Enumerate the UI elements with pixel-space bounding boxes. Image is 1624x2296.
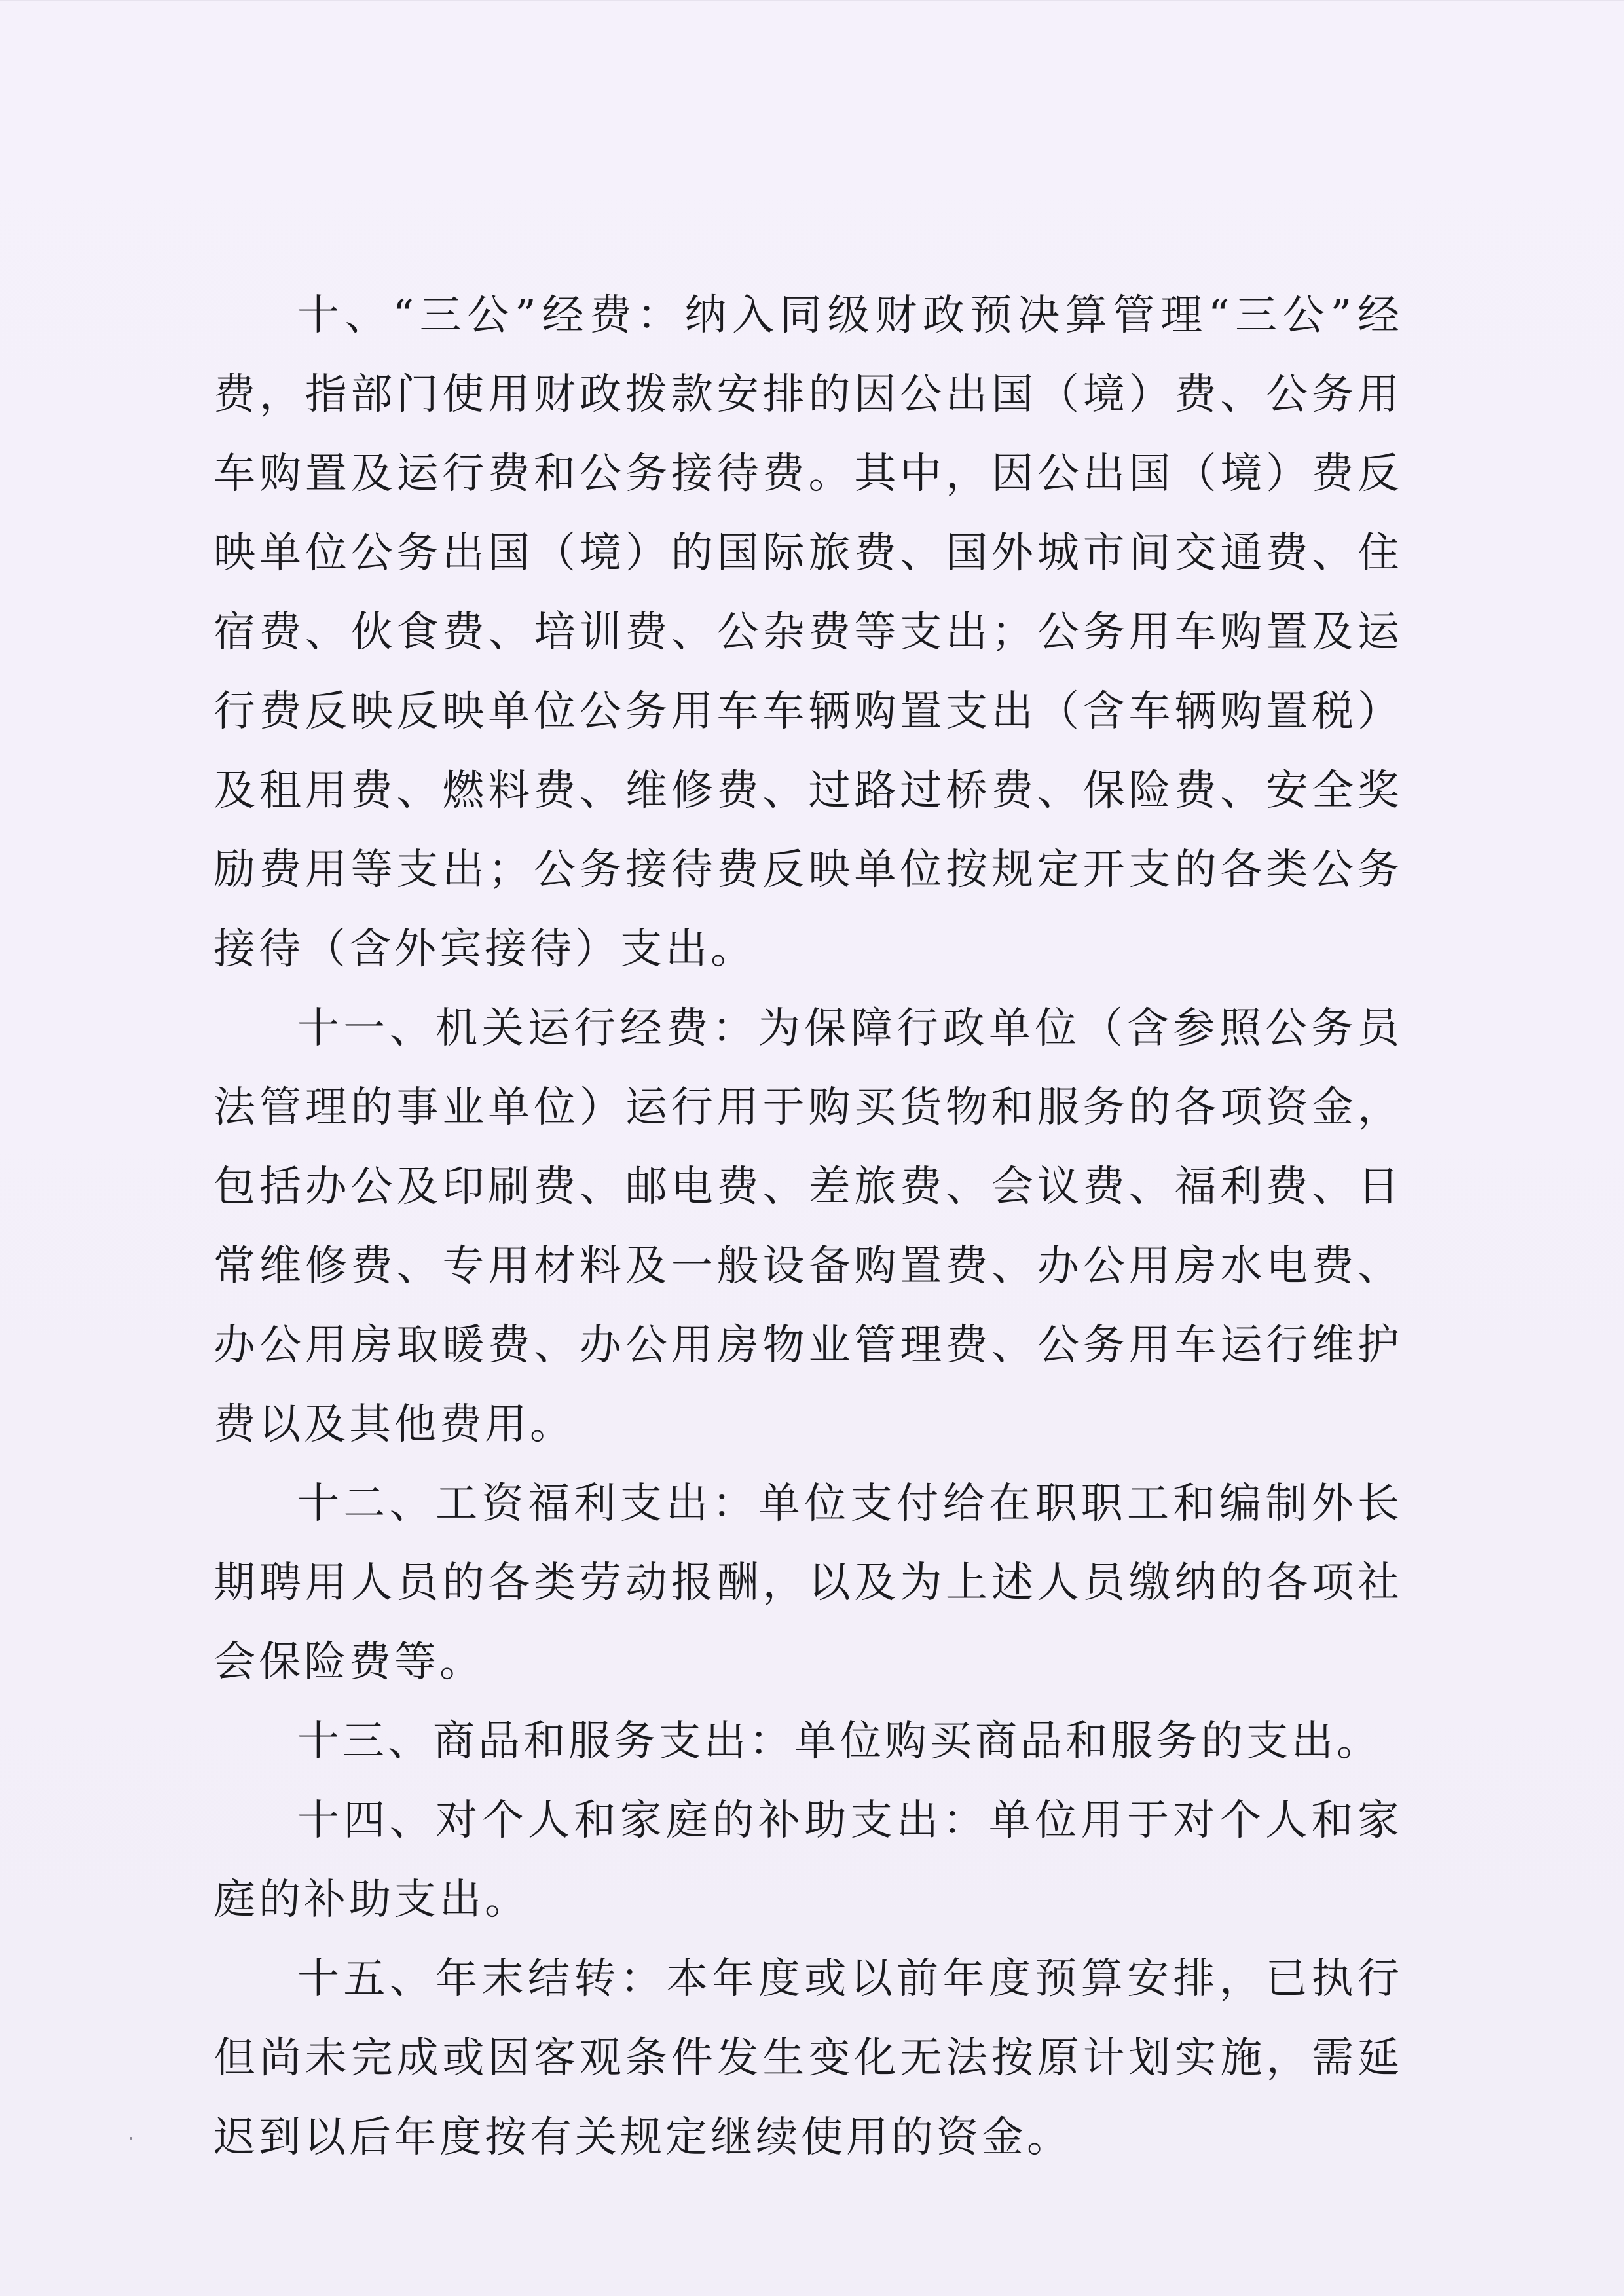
paragraph-san-gong-expenses: 十、“三公”经费：纳入同级财政预决算管理“三公”经费，指部门使用财政拨款安排的因公出国（境）费、公务用车购置及运行费和公务接待费。其中，因公出国（境）费反映单位公务出国（境）的国际旅费、国外城市间交通费、住宿费、伙食费、培训费、公杂费等支出；公务用车购置及运行费反映反映单位公务用车车辆购置支出（含车辆购置税）及租用费、燃料费、维修费、过路过桥费、保险费、安全奖励费用等支出；公务接待费反映单位按规定开支的各类公务接待（含外宾接待）支出。 xyxy=(213,291,1403,974)
paragraph-agency-operating-expenses: 十一、机关运行经费：为保障行政单位（含参照公务员法管理的事业单位）运行用于购买货物和服务的各项资金，包括办公及印刷费、邮电费、差旅费、会议费、福利费、日常维修费、专用材料及一般设备购置费、办公用房水电费、办公用房取暖费、办公用房物业管理费、公务用车运行维护费以及其他费用。 xyxy=(213,1004,1403,1449)
paragraph-salary-welfare-expenditure: 十二、工资福利支出：单位支付给在职职工和编制外长期聘用人员的各类劳动报酬，以及为上述人员缴纳的各项社会保险费等。 xyxy=(213,1480,1403,1686)
paragraph-goods-services-expenditure: 十三、商品和服务支出：单位购买商品和服务的支出。 xyxy=(297,1717,1382,1766)
scan-speck xyxy=(130,2137,132,2140)
paragraph-year-end-carryover: 十五、年末结转：本年度或以前年度预算安排，已执行但尚未完成或因客观条件发生变化无法按原计划实施，需延迟到以后年度按有关规定继续使用的资金。 xyxy=(213,1955,1403,2162)
paragraph-household-subsidy-expenditure: 十四、对个人和家庭的补助支出：单位用于对个人和家庭的补助支出。 xyxy=(213,1796,1403,1924)
document-body xyxy=(213,276,1403,2178)
